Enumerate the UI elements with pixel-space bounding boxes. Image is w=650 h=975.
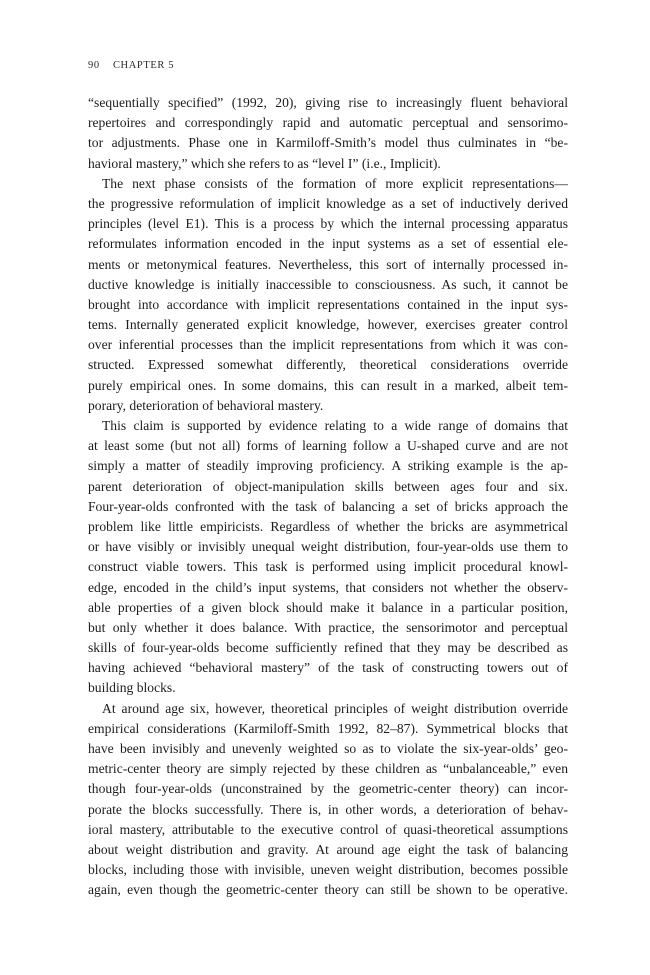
text-line: but only whether it does balance. With practice, the sensorimotor and perceptual	[88, 619, 568, 635]
page-number: 90	[88, 60, 100, 71]
text-line: over inferential processes than the implicit representations from which it was con-	[88, 337, 568, 353]
text-line: Four-year-olds confronted with the task of balancing a set of bricks approach the	[88, 498, 568, 514]
paragraph	[88, 174, 568, 416]
text-line: tor adjustments. Phase one in Karmiloff-Smith’s model thus culminates in “be-	[88, 135, 568, 151]
running-head	[88, 60, 174, 71]
text-line: The next phase consists of the formation of more explicit representations—	[102, 175, 568, 191]
text-line: blocks, including those with invisible, uneven weight distribution, becomes possible	[88, 862, 568, 878]
text-line: ments or metonymical features. Nevertheless, this sort of internally processed in-	[88, 256, 568, 272]
paragraph	[88, 93, 568, 174]
text-line: construct viable towers. This task is performed using implicit procedural knowl-	[88, 559, 568, 575]
text-line: This claim is supported by evidence relating to a wide range of domains that	[102, 418, 568, 433]
text-line: havioral mastery,” which she refers to as “level I” (i.e., Implicit).	[88, 155, 441, 171]
text-line: again, even though the geometric-center theory can still be shown to be operative.	[88, 882, 568, 898]
text-line: having achieved “behavioral mastery” of the task of constructing towers out of	[88, 660, 568, 676]
text-line: metric-center theory are simply rejected by these children as “unbalanceable,” even	[88, 761, 568, 777]
text-line: though four-year-olds (unconstrained by the geometric-center theory) can incor-	[88, 781, 568, 797]
text-line: At around age six, however, theoretical principles of weight distribution override	[102, 700, 568, 716]
text-line: “sequentially specified” (1992, 20), giving rise to increasingly fluent behavioral	[88, 95, 568, 110]
text-line: parent deterioration of object-manipulation skills between ages four and six.	[88, 478, 568, 494]
text-line: at least some (but not all) forms of learning follow a U-shaped curve and are not	[88, 438, 568, 454]
text-line: empirical considerations (Karmiloff-Smith 1992, 82–87). Symmetrical blocks that	[88, 720, 568, 736]
text-line: problem like little empiricists. Regardless of whether the bricks are asymmetrical	[88, 518, 568, 534]
text-line: edge, encoded in the child’s input systems, that considers not whether the observ-	[88, 579, 568, 595]
text-line: porate the blocks successfully. There is, in other words, a deterioration of behav-	[88, 801, 568, 817]
paragraph	[88, 699, 568, 901]
paragraph	[88, 416, 568, 699]
text-line: tems. Internally generated explicit knowledge, however, exercises greater control	[88, 317, 568, 333]
text-line: ioral mastery, attributable to the executive control of quasi-theoretical assumptions	[88, 821, 568, 837]
text-line: brought into accordance with implicit representations contained in the input sys-	[88, 296, 568, 312]
text-line: skills of four-year-olds become sufficiently refined that they may be described as	[88, 640, 568, 656]
text-line: the progressive reformulation of implicit knowledge as a set of inductively derived	[88, 195, 568, 211]
text-line: building blocks.	[88, 680, 176, 696]
chapter-label: CHAPTER 5	[112, 60, 175, 71]
text-line: repertoires and correspondingly rapid and automatic perceptual and sensorimo-	[88, 115, 568, 131]
text-line: reformulates information encoded in the input systems as a set of essential ele-	[88, 236, 568, 252]
text-line: porary, deterioration of behavioral mastery.	[88, 397, 324, 413]
text-line: principles (level E1). This is a process by which the internal processing apparatus	[88, 216, 568, 232]
body-text	[88, 93, 568, 901]
text-line: able properties of a given block should make it balance in a particular position,	[88, 599, 568, 615]
text-line: structed. Expressed somewhat differently, theoretical considerations override	[88, 357, 568, 373]
text-line: ductive knowledge is initially inaccessible to consciousness. As such, it cannot be	[88, 276, 568, 292]
text-line: have been invisibly and unevenly weighted so as to violate the six-year-olds’ geo-	[88, 741, 568, 756]
text-line: simply a matter of steadily improving proficiency. A striking example is the ap-	[88, 458, 568, 474]
text-line: or have visibly or invisibly unequal weight distribution, four-year-olds use them to	[88, 539, 568, 555]
text-line: purely empirical ones. In some domains, this can result in a marked, albeit tem-	[88, 377, 568, 393]
text-line: about weight distribution and gravity. At around age eight the task of balancing	[88, 841, 568, 857]
